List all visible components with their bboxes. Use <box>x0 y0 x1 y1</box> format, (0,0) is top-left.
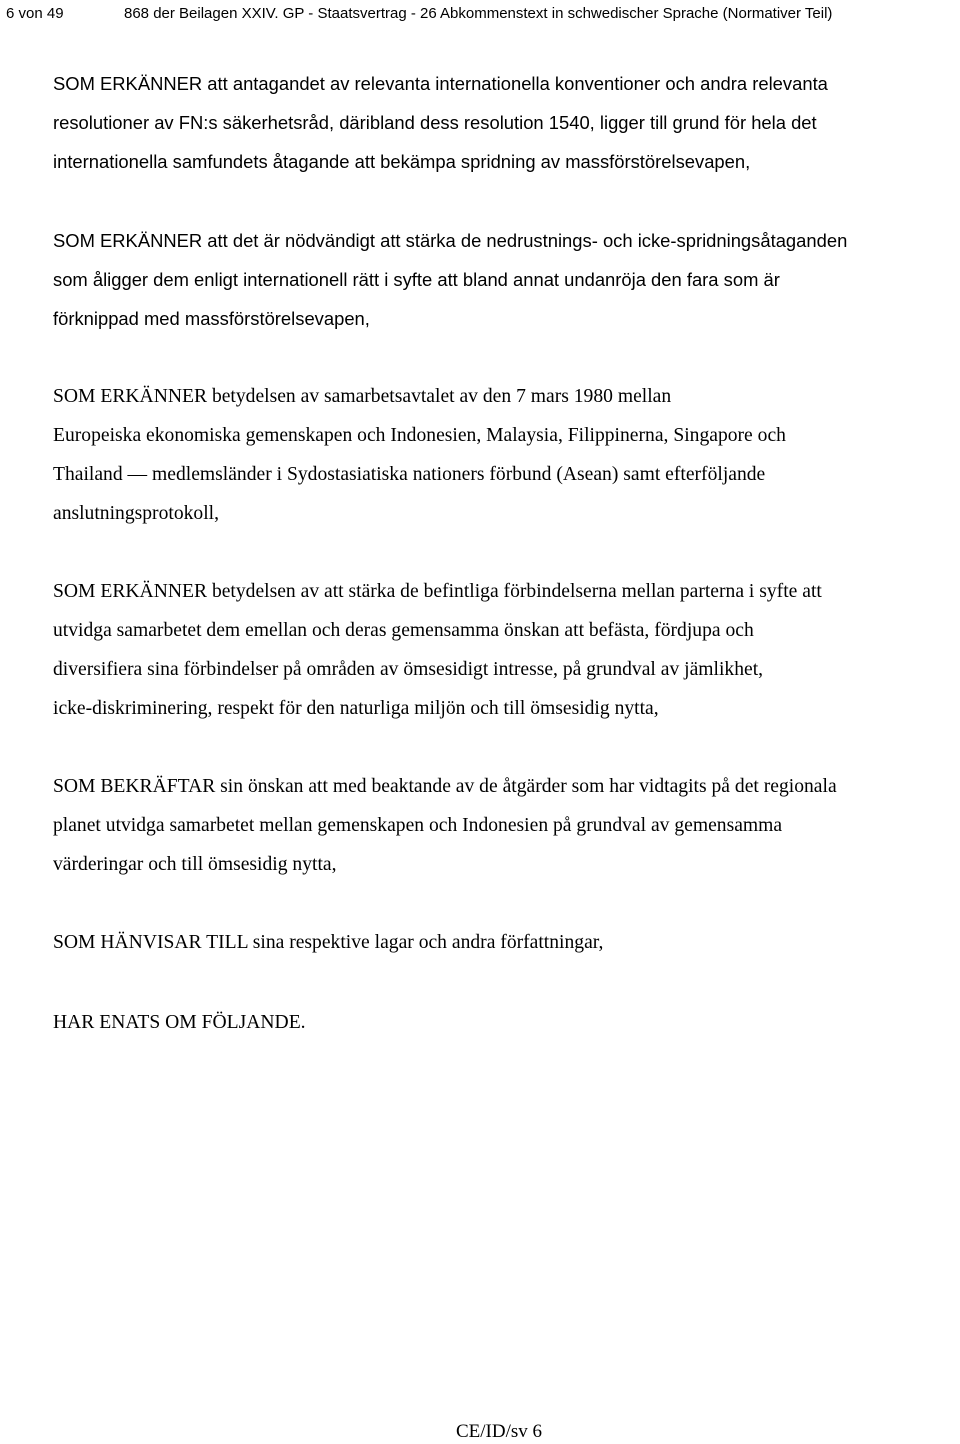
page-header <box>6 4 960 28</box>
page-number: 6 von 49 <box>6 5 64 22</box>
paragraph-line: SOM ERKÄNNER betydelsen av samarbetsavtalet av den 7 mars 1980 mellan <box>53 386 672 407</box>
paragraph-line: internationella samfundets åtagande att bekämpa spridning av massförstörelsevapen, <box>53 151 751 172</box>
paragraph-line: förknippad med massförstörelsevapen, <box>53 308 370 329</box>
paragraph-line: SOM ERKÄNNER att antagandet av relevanta internationella konventioner och andra relevanta <box>53 73 828 94</box>
paragraph-line: Thailand — medlemsländer i Sydostasiatiska nationers förbund (Asean) samt efterföljande <box>53 464 766 485</box>
paragraph-line: SOM ERKÄNNER betydelsen av att stärka de befintliga förbindelserna mellan parterna i syfte att <box>53 581 822 602</box>
paragraph-line: SOM HÄNVISAR TILL sina respektive lagar och andra författningar, <box>53 932 604 953</box>
paragraph-5 <box>53 767 959 884</box>
paragraph-line: värderingar och till ömsesidig nytta, <box>53 854 337 875</box>
paragraph-line: SOM BEKRÄFTAR sin önskan att med beaktande av de åtgärder som har vidtagits på det regionala <box>53 776 837 797</box>
page-footer-reference: CE/ID/sv 6 <box>456 1421 543 1442</box>
paragraph-line: icke-diskriminering, respekt för den naturliga miljön och till ömsesidig nytta, <box>53 698 659 719</box>
paragraph-line: anslutningsprotokoll, <box>53 503 220 524</box>
paragraph-2 <box>53 221 959 338</box>
paragraph-line: utvidga samarbetet dem emellan och deras gemensamma önskan att befästa, fördjupa och <box>53 620 754 641</box>
paragraph-4 <box>53 572 959 728</box>
paragraph-line: resolutioner av FN:s säkerhetsråd, däribland dess resolution 1540, ligger till grund för hela det <box>53 112 817 133</box>
paragraph-line: diversifiera sina förbindelser på områden av ömsesidigt intresse, på grundval av jämlikhet, <box>53 659 764 680</box>
paragraph-3 <box>53 377 959 533</box>
paragraph-line: som åligger dem enligt internationell rätt i syfte att bland annat undanröja den fara som är <box>53 269 780 290</box>
paragraph-line: HAR ENATS OM FÖLJANDE. <box>53 1012 306 1033</box>
paragraph-line: SOM ERKÄNNER att det är nödvändigt att stärka de nedrustnings- och icke-spridningsåtaganden <box>53 230 848 251</box>
paragraph-line: planet utvidga samarbetet mellan gemenskapen och Indonesien på grundval av gemensamma <box>53 815 783 836</box>
paragraph-1 <box>53 64 959 181</box>
paragraph-6 <box>53 923 959 962</box>
document-title: 868 der Beilagen XXIV. GP - Staatsvertrag - 26 Abkommenstext in schwedischer Sprache (Normativer Teil) <box>124 5 833 22</box>
paragraph-line: Europeiska ekonomiska gemenskapen och Indonesien, Malaysia, Filippinerna, Singapore och <box>53 425 786 446</box>
paragraph-7 <box>53 1003 959 1042</box>
